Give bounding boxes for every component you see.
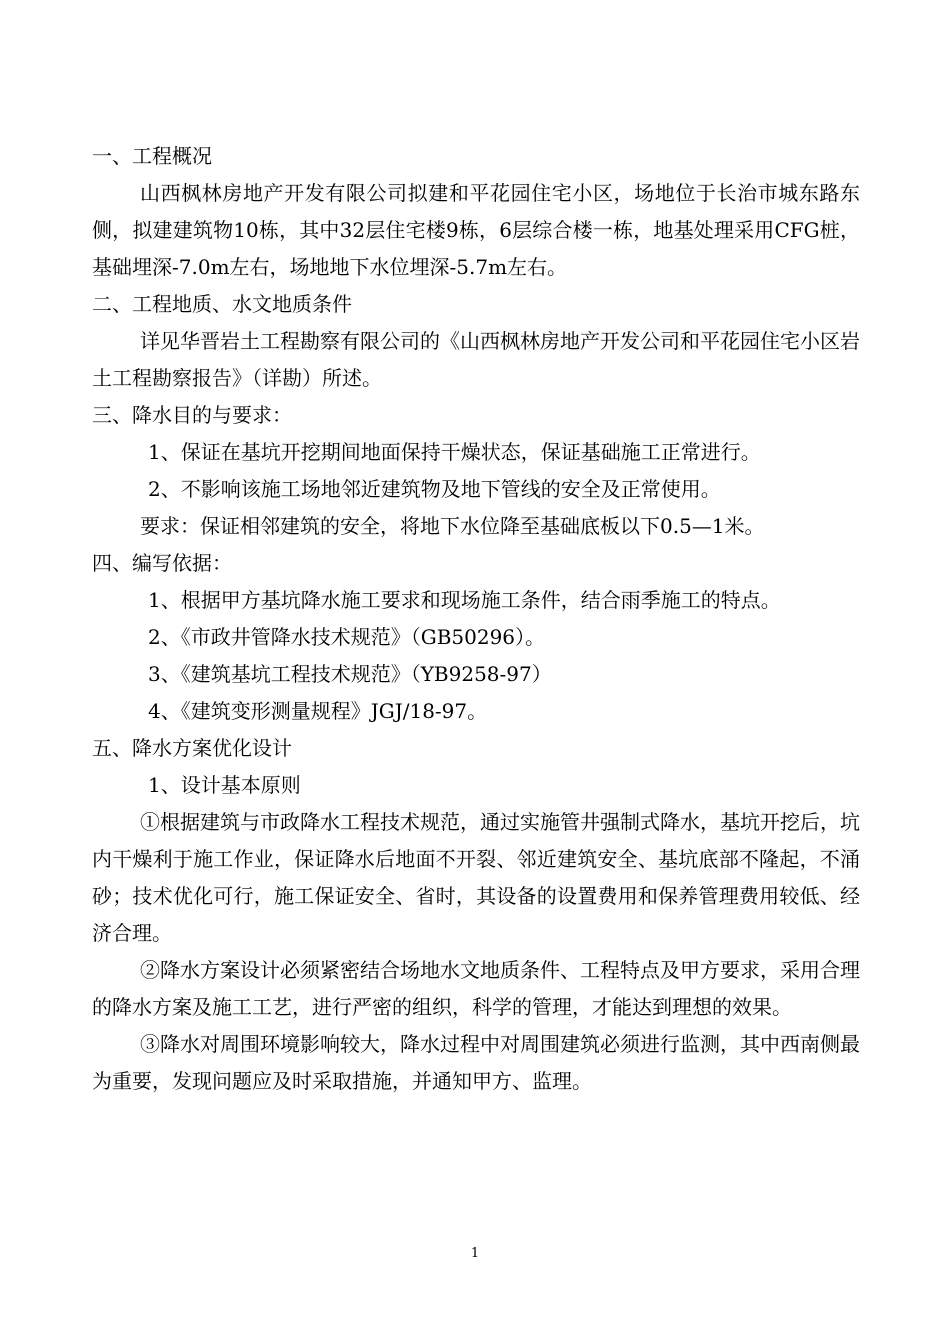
section-4-item-4: 4、《建筑变形测量规程》JGJ/18-97。: [148, 699, 488, 723]
section-5-paragraph-2-text: ②降水方案设计必须紧密结合场地水文地质条件、工程特点及甲方要求，采用合理的降水方案及施工工艺，进行严密的组织，科学的管理，才能达到理想的效果。: [92, 958, 860, 1019]
section-5-title: 五、降水方案优化设计: [92, 736, 292, 760]
section-4-item-1: 1、根据甲方基坑降水施工要求和现场施工条件，结合雨季施工的特点。: [148, 588, 781, 612]
section-5-paragraph-3-text: ③降水对周围环境影响较大，降水过程中对周围建筑必须进行监测，其中西南侧最为重要，发现问题应及时采取措施，并通知甲方、监理。: [92, 1032, 860, 1093]
page-number: 1: [470, 1246, 480, 1261]
section-1-title: 一、工程概况: [92, 144, 212, 168]
section-5-paragraph-2: [92, 952, 860, 1026]
document-body: [92, 138, 860, 1100]
section-4-title: 四、编写依据：: [92, 551, 232, 575]
section-5-paragraph-1-text: ①根据建筑与市政降水工程技术规范，通过实施管井强制式降水，基坑开挖后，坑内干燥利于施工作业，保证降水后地面不开裂、邻近建筑安全、基坑底部不隆起，不涌砂；技术优化可行，施工保证安全、省时，其设备的设置费用和保养管理费用较低、经济合理。: [92, 810, 860, 945]
section-4-item-2: 2、《市政井管降水技术规范》（GB50296）。: [148, 625, 546, 649]
section-3-item-1: 1、保证在基坑开挖期间地面保持干燥状态，保证基础施工正常进行。: [148, 440, 761, 464]
section-2-paragraph-text: 详见华晋岩土工程勘察有限公司的《山西枫林房地产开发公司和平花园住宅小区岩土工程勘察报告》（详勘）所述。: [92, 329, 860, 390]
section-3-item-2: 2、不影响该施工场地邻近建筑物及地下管线的安全及正常使用。: [148, 477, 721, 501]
section-5-paragraph-1: [92, 804, 860, 952]
section-5-paragraph-3: [92, 1026, 860, 1100]
section-4-item-3: 3、《建筑基坑工程技术规范》（YB9258-97）: [148, 662, 552, 686]
section-1-paragraph: [92, 175, 860, 286]
section-2-title: 二、工程地质、水文地质条件: [92, 292, 352, 316]
section-2-paragraph: [92, 323, 860, 397]
section-5-subtitle-1: 1、设计基本原则: [148, 773, 301, 797]
section-3-requirement: 要求：保证相邻建筑的安全，将地下水位降至基础底板以下0.5—1米。: [140, 514, 765, 538]
section-1-paragraph-text: 山西枫林房地产开发有限公司拟建和平花园住宅小区，场地位于长治市城东路东侧，拟建建筑物10栋，其中32层住宅楼9栋，6层综合楼一栋，地基处理采用CFG桩，基础埋深-7.0m左右，场地地下水位埋深-5.7m左右。: [92, 181, 860, 279]
section-3-title: 三、降水目的与要求：: [92, 403, 292, 427]
